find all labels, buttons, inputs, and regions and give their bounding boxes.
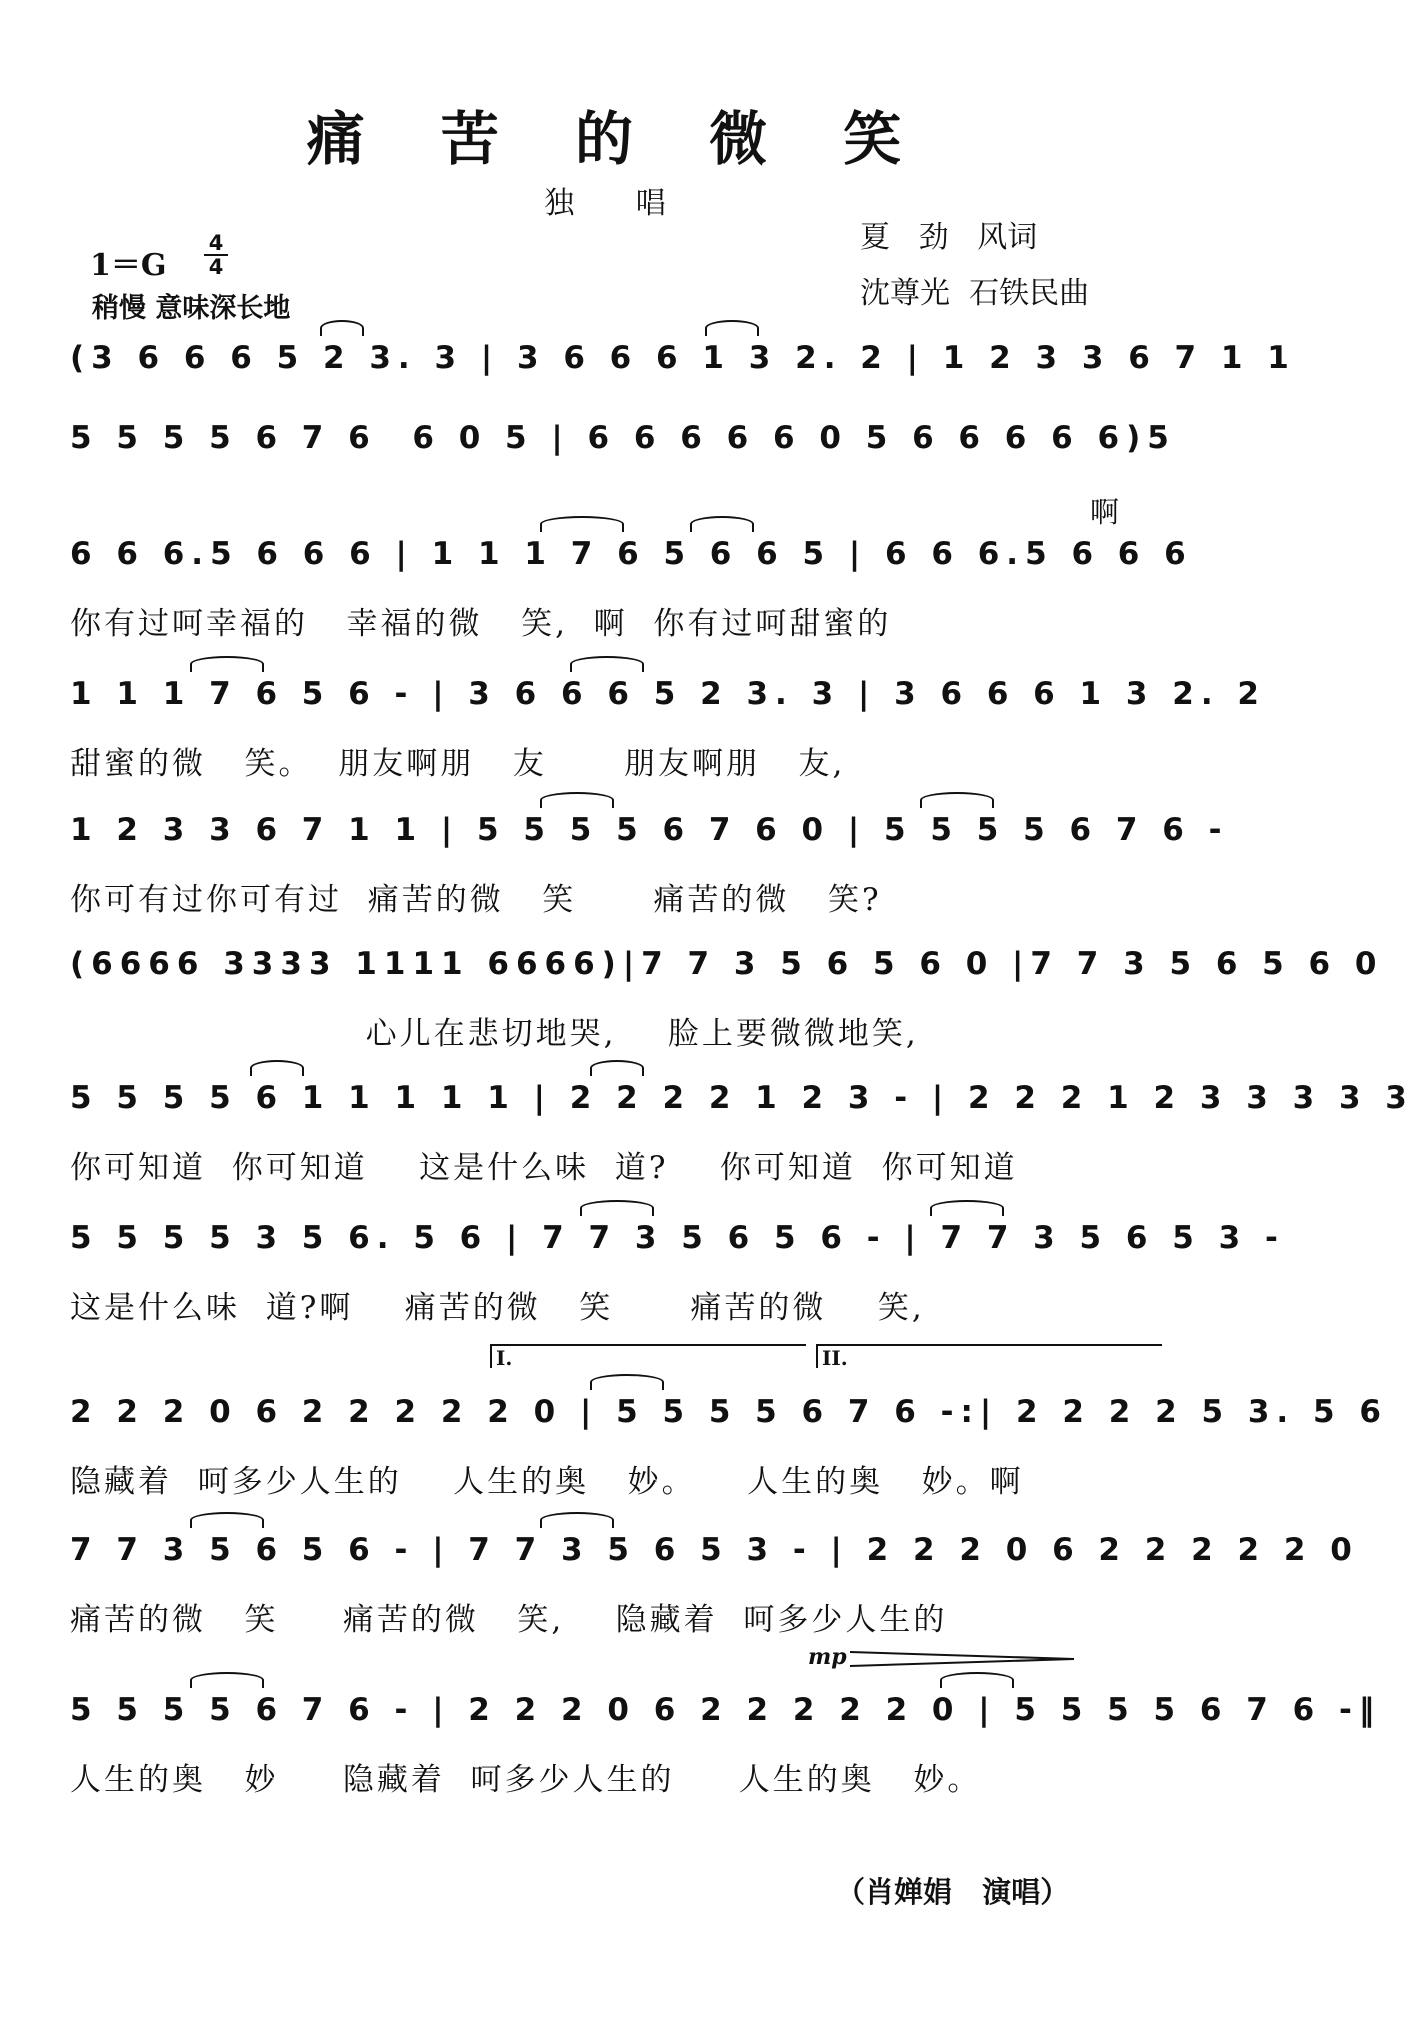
lyrics-row: 你可有过你可有过 痛苦的微 笑 痛苦的微 笑? (70, 882, 882, 918)
slur (940, 1672, 1014, 1688)
slur (540, 516, 624, 532)
notes-row: 7 7 3 5 6 5 6 - | 7 7 3 5 6 5 3 - | 2 2 2 0 6 2 2 2 2 2 0 (70, 1532, 1359, 1568)
meter-bottom: 4 (208, 255, 224, 279)
lyrics-row: 你有过呵幸福的 幸福的微 笑, 啊 你有过呵甜蜜的 (70, 606, 892, 642)
slur (190, 656, 264, 672)
lyrics-row: 人生的奥 妙 隐藏着 呵多少人生的 人生的奥 妙。 (70, 1762, 982, 1798)
lyricist-credit: 夏 劲 风词 (860, 220, 1038, 255)
slur (690, 516, 754, 532)
lyrics-row: 你可知道 你可知道 这是什么味 道? 你可知道 你可知道 (70, 1150, 1018, 1186)
slur (540, 1512, 614, 1528)
interjection-lyric: 啊 (1090, 495, 1120, 529)
lyrics-row: 痛苦的微 笑 痛苦的微 笑, 隐藏着 呵多少人生的 (70, 1602, 948, 1638)
song-subtitle: 独 唱 (544, 186, 692, 221)
meter-top: 4 (208, 231, 224, 255)
lyrics-row: 隐藏着 呵多少人生的 人生的奥 妙。 人生的奥 妙。啊 (70, 1464, 1024, 1500)
slur (190, 1512, 264, 1528)
second-ending-bracket: II. (816, 1344, 1162, 1368)
slur (930, 1200, 1004, 1216)
notes-row: 1 2 3 3 6 7 1 1 | 5 5 5 5 6 7 6 0 | 5 5 5 5 6 7 6 - (70, 812, 1229, 848)
key-signature: 1＝G (90, 248, 167, 283)
performer-credit: （肖婵娟 演唱） (836, 1875, 1070, 1909)
slur (920, 792, 994, 808)
notes-row: 5 5 5 5 6 1 1 1 1 1 | 2 2 2 2 1 2 3 - | 2 2 2 1 2 3 3 3 3 3 (70, 1080, 1414, 1116)
notes-row: 5 5 5 5 6 7 6 - | 2 2 2 0 6 2 2 2 2 2 0 | 5 5 5 5 6 7 6 -‖ (70, 1692, 1382, 1728)
decrescendo-hairpin (848, 1648, 1078, 1670)
lyrics-row: 甜蜜的微 笑。 朋友啊朋 友 朋友啊朋 友, (70, 746, 846, 782)
slur (570, 656, 644, 672)
notes-row: 5 5 5 5 6 7 6 6 0 5 | 6 6 6 6 6 0 5 6 6 6 6 6)5 (70, 420, 1176, 456)
slur (705, 320, 759, 336)
slur (190, 1672, 264, 1688)
slur (590, 1060, 644, 1076)
notes-row: 1 1 1 7 6 5 6 - | 3 6 6 6 5 2 3. 3 | 3 6 6 6 1 3 2. 2 (70, 676, 1266, 712)
song-title: 痛 苦 的 微 笑 (306, 105, 930, 173)
slur (320, 320, 364, 336)
dynamic-marking: mp (808, 1644, 847, 1670)
slur (590, 1374, 664, 1390)
notes-row: (6666 3333 1111 6666)|7 7 3 5 6 5 6 0 |7 7 3 5 6 5 6 0 (70, 946, 1384, 982)
slur (540, 792, 614, 808)
lyrics-row: 心儿在悲切地哭, 脸上要微微地笑, (70, 1016, 919, 1052)
notes-row: 2 2 2 0 6 2 2 2 2 2 0 | 5 5 5 5 6 7 6 -:| 2 2 2 2 5 3. 5 6 (70, 1394, 1388, 1430)
notes-row: (3 6 6 6 5 2 3. 3 | 3 6 6 6 1 3 2. 2 | 1 2 3 3 6 7 1 1 (70, 340, 1296, 376)
notes-row: 5 5 5 5 3 5 6. 5 6 | 7 7 3 5 6 5 6 - | 7 7 3 5 6 5 3 - (70, 1220, 1285, 1256)
slur (250, 1060, 304, 1076)
notes-row: 6 6 6.5 6 6 6 | 1 1 1 7 6 5 6 6 5 | 6 6 6.5 6 6 6 (70, 536, 1193, 572)
composer-credit: 沈尊光 石铁民曲 (860, 276, 1090, 311)
first-ending-bracket: I. (490, 1344, 806, 1368)
slur (580, 1200, 654, 1216)
time-signature (204, 233, 228, 277)
lyrics-row: 这是什么味 道?啊 痛苦的微 笑 痛苦的微 笑, (70, 1290, 925, 1326)
tempo-marking: 稍慢 意味深长地 (92, 293, 291, 324)
